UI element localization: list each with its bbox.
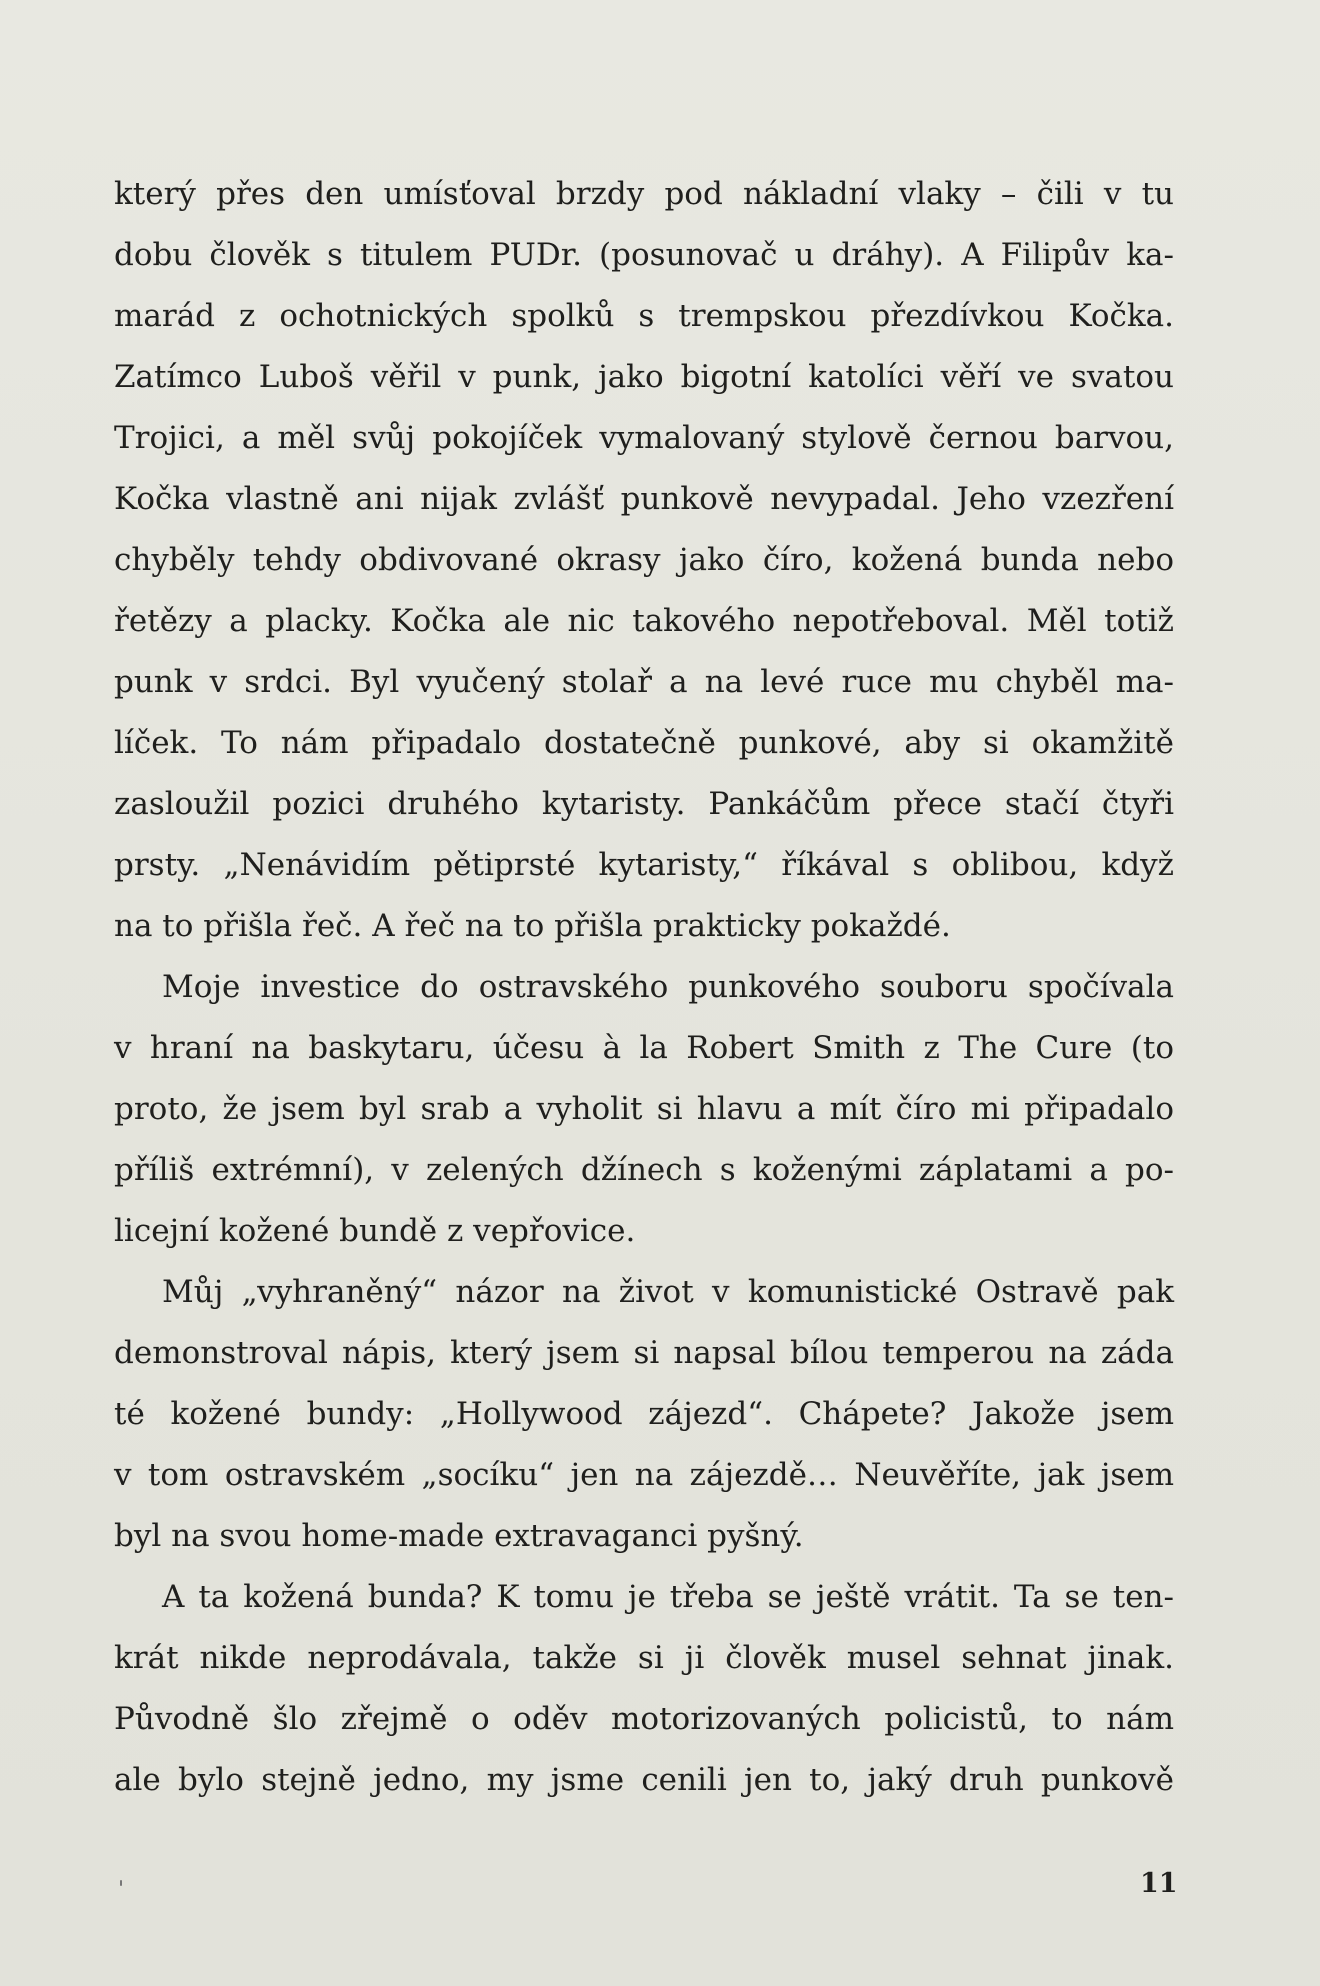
text-line: té kožené bundy: „Hollywood zájezd“. Chápete? Jakože jsem	[114, 1396, 1174, 1432]
page-number: 11	[1140, 1868, 1178, 1899]
text-line: krát nikde neprodávala, takže si ji člověk musel sehnat jinak.	[114, 1640, 1174, 1676]
text-line: licejní kožené bundě z vepřovice.	[114, 1213, 636, 1249]
text-line: Původně šlo zřejmě o oděv motorizovaných policistů, to nám	[114, 1701, 1174, 1737]
text-line: demonstroval nápis, který jsem si napsal bílou temperou na záda	[114, 1335, 1174, 1371]
text-line: na to přišla řeč. A řeč na to přišla prakticky pokaždé.	[114, 908, 951, 944]
text-line: zasloužil pozici druhého kytaristy. Pankáčům přece stačí čtyři	[114, 786, 1174, 822]
paragraph-first-line: A ta kožená bunda? K tomu je třeba se ještě vrátit. Ta se ten-	[162, 1579, 1174, 1615]
text-line: dobu člověk s titulem PUDr. (posunovač u dráhy). A Filipův ka-	[114, 237, 1174, 273]
text-line: příliš extrémní), v zelených džínech s koženými záplatami a po-	[114, 1152, 1174, 1188]
text-line: Kočka vlastně ani nijak zvlášť punkově nevypadal. Jeho vzezření	[114, 481, 1174, 517]
paper-speck	[120, 1880, 122, 1886]
paragraph-first-line: Můj „vyhraněný“ názor na život v komunistické Ostravě pak	[162, 1274, 1174, 1310]
text-line: v hraní na baskytaru, účesu à la Robert Smith z The Cure (to	[114, 1030, 1174, 1066]
text-line: Zatímco Luboš věřil v punk, jako bigotní katolíci věří ve svatou	[114, 359, 1174, 395]
text-line: prsty. „Nenávidím pětiprsté kytaristy,“ říkával s oblibou, když	[114, 847, 1174, 883]
text-line: Trojici, a měl svůj pokojíček vymalovaný stylově černou barvou,	[114, 420, 1174, 456]
text-line: který přes den umísťoval brzdy pod nákladní vlaky – čili v tu	[114, 176, 1174, 212]
text-line: byl na svou home-made extravaganci pyšný.	[114, 1518, 804, 1554]
text-line: řetězy a placky. Kočka ale nic takového nepotřeboval. Měl totiž	[114, 603, 1174, 639]
text-line: v tom ostravském „socíku“ jen na zájezdě… Neuvěříte, jak jsem	[114, 1457, 1174, 1493]
body-text	[114, 164, 1174, 1811]
paragraph-first-line: Moje investice do ostravského punkového souboru spočívala	[162, 969, 1174, 1005]
text-line: líček. To nám připadalo dostatečně punkové, aby si okamžitě	[114, 725, 1174, 761]
text-line: proto, že jsem byl srab a vyholit si hlavu a mít číro mi připadalo	[114, 1091, 1174, 1127]
text-line: marád z ochotnických spolků s trempskou přezdívkou Kočka.	[114, 298, 1174, 334]
text-line: ale bylo stejně jedno, my jsme cenili jen to, jaký druh punkově	[114, 1762, 1174, 1798]
text-line: chyběly tehdy obdivované okrasy jako číro, kožená bunda nebo	[114, 542, 1174, 578]
text-line: punk v srdci. Byl vyučený stolař a na levé ruce mu chyběl ma-	[114, 664, 1174, 700]
